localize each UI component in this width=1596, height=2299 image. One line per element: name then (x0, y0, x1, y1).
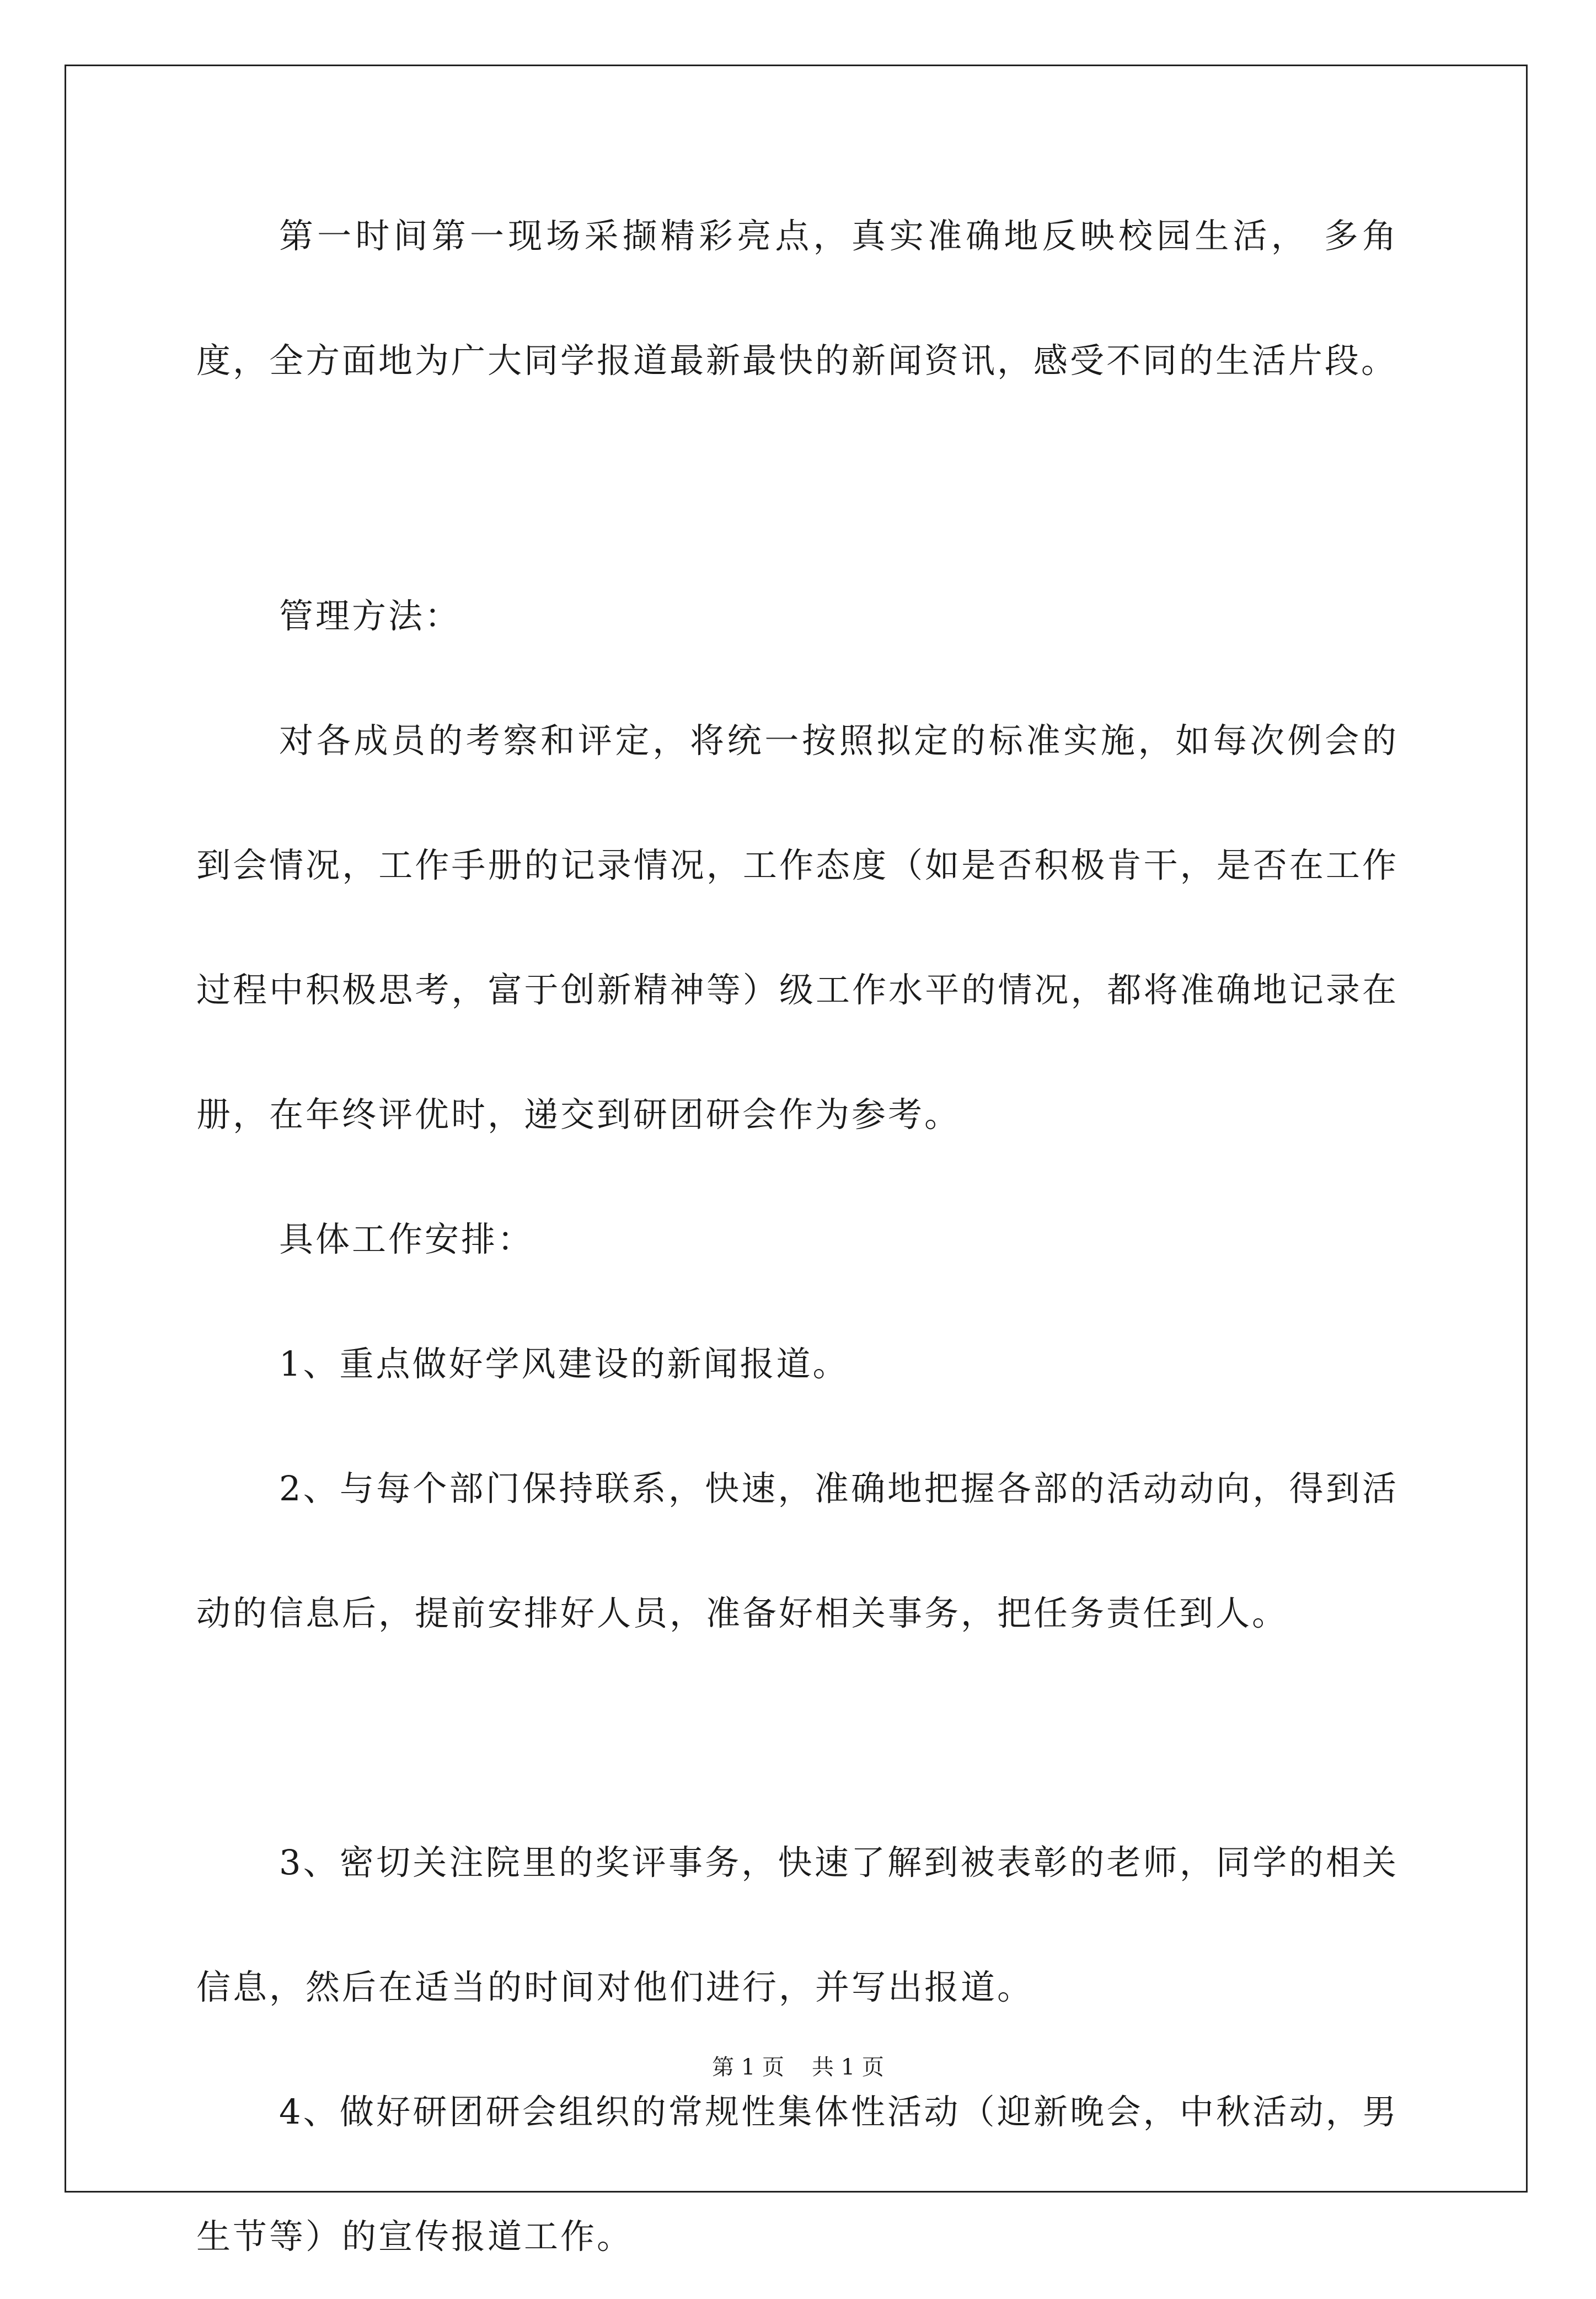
list-item-2: 2、与每个部门保持联系，快速，准确地把握各部的活动动向，得到活动的信息后，提前安排好人员，准备好相关事务，把任务责任到人。 (196, 1468, 1399, 1633)
list-item-4: 4、做好研团研会组织的常规性集体性活动（迎新晚会，中秋活动，男生节等）的宣传报道工作。 (196, 2092, 1399, 2257)
list-item-1: 1、重点做好学风建设的新闻报道。 (279, 1344, 849, 1384)
page-number: 第 1 页 (712, 2055, 784, 2080)
list-item-3: 3、密切关注院里的奖评事务，快速了解到被表彰的老师，同学的相关信息，然后在适当的时间对他们进行，并写出报道。 (196, 1842, 1399, 2007)
paragraph-management: 对各成员的考察和评定，将统一按照拟定的标准实施，如每次例会的到会情况，工作手册的记录情况，工作态度（如是否积极肯干，是否在工作过程中积极思考，富于创新精神等）级工作水平的情况，都将准确地记录在册，在年终评优时，递交到研团研会作为参考。 (196, 720, 1399, 1135)
heading-work-plan: 具体工作安排： (279, 1219, 534, 1259)
page-footer (0, 2051, 1596, 2084)
page-total: 共 1 页 (812, 2055, 884, 2080)
heading-management: 管理方法： (279, 596, 462, 636)
paragraph-intro: 第一时间第一现场采撷精彩亮点，真实准确地反映校园生活， 多角度，全方面地为广大同学报道最新最快的新闻资讯，感受不同的生活片段。 (196, 216, 1399, 381)
